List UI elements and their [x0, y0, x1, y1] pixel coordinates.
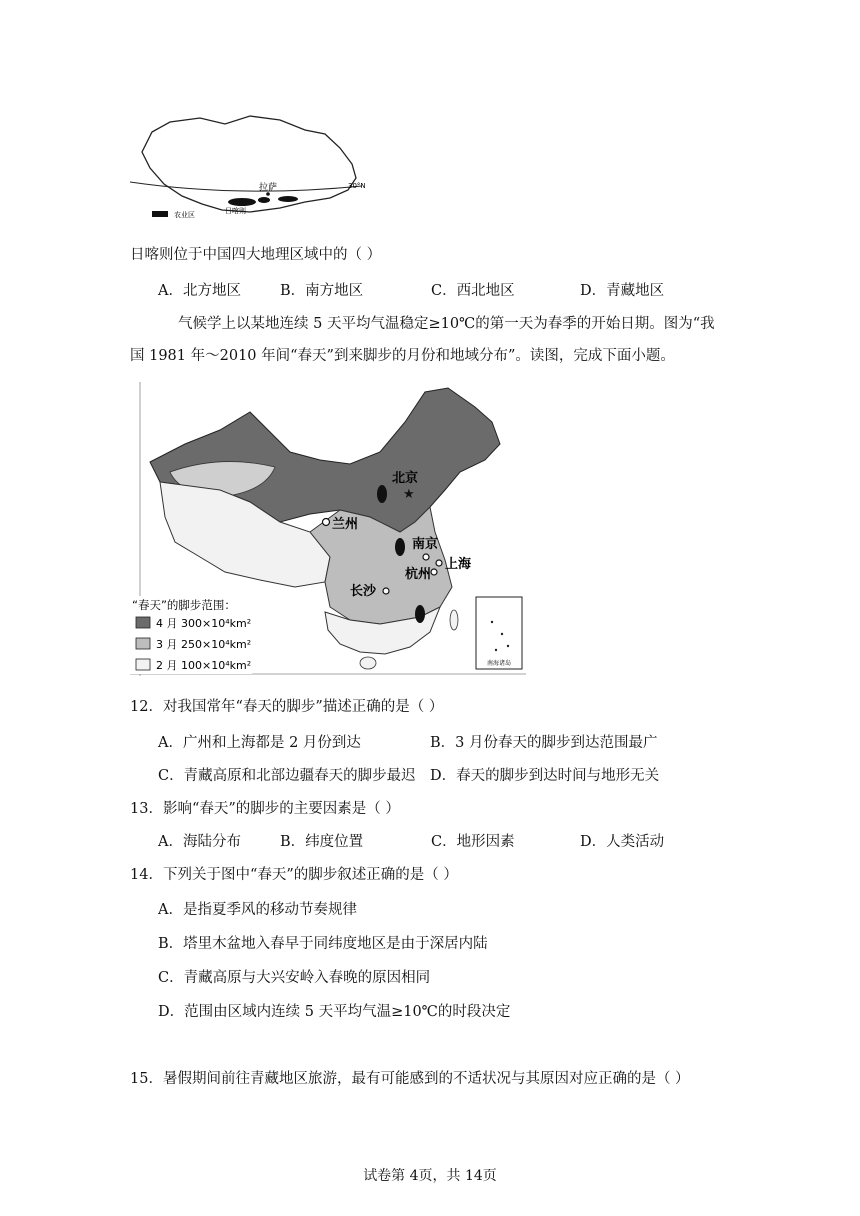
legend-item-march: 3 月 250×10⁴km² — [156, 638, 252, 651]
q11-option-d: D．青藏地区 — [580, 283, 665, 299]
tibet-outline — [142, 116, 356, 212]
q14-stem: 14．下列关于图中“春天”的脚步叙述正确的是（ ） — [130, 867, 458, 883]
legend-swatch-april — [136, 617, 150, 628]
taiwan-island — [450, 610, 458, 630]
city-beijing-label: 北京 — [392, 471, 419, 486]
q11-option-a: A．北方地区 — [158, 283, 241, 299]
q11-option-b: B．南方地区 — [280, 283, 364, 299]
q12-stem: 12．对我国常年“春天的脚步”描述正确的是（ ） — [130, 699, 444, 715]
agri-area-2 — [258, 197, 270, 203]
shanghai-point — [436, 560, 442, 566]
lanzhou-point — [323, 519, 330, 526]
city-nanjing-label: 南京 — [412, 537, 439, 552]
q14-option-b: B．塔里木盆地入春早于同纬度地区是由于深居内陆 — [158, 936, 488, 952]
q12-option-b: B．3 月份春天的脚步到达范围最广 — [430, 735, 658, 751]
q13-option-d: D．人类活动 — [580, 834, 665, 850]
beijing-star-icon: ★ — [403, 487, 415, 502]
q14-option-d: D．范围由区域内连续 5 天平均气温≥10℃的时段决定 — [158, 1004, 511, 1020]
agri-area-3 — [278, 196, 298, 202]
legend-swatch-march — [136, 638, 150, 649]
q13-option-b: B．纬度位置 — [280, 834, 364, 850]
china-spring-map — [130, 382, 526, 676]
q14-option-c: C．青藏高原与大兴安岭入春晚的原因相同 — [158, 970, 431, 986]
legend-agri-swatch — [152, 211, 168, 217]
legend-item-february: 2 月 100×10⁴km² — [156, 659, 252, 672]
footprint-south-icon — [415, 605, 425, 623]
city-changsha-label: 长沙 — [350, 584, 377, 599]
nanjing-point — [423, 554, 429, 560]
changsha-point — [383, 588, 389, 594]
q14-option-a: A．是指夏季风的移动节奏规律 — [158, 902, 357, 918]
legend-item-april: 4 月 300×10⁴km² — [156, 617, 252, 630]
q11-option-c: C．西北地区 — [431, 283, 515, 299]
legend-title: “春天”的脚步范围： — [132, 598, 236, 612]
city-shanghai-label: 上海 — [445, 557, 472, 572]
q12-option-d: D．春天的脚步到达时间与地形无关 — [430, 768, 660, 784]
city-hangzhou-label: 杭州 — [405, 567, 432, 582]
hainan-island — [360, 657, 376, 669]
page-footer: 试卷第 4页，共 14页 — [363, 1168, 497, 1184]
footprint-north-icon — [377, 485, 387, 503]
lhasa-label: 拉萨 — [259, 183, 278, 193]
legend-swatch-february — [136, 659, 150, 670]
q13-option-c: C．地形因素 — [431, 834, 515, 850]
q15-stem: 15．暑假期间前往青藏地区旅游，最有可能感到的不适状况与其原因对应正确的是（ ） — [130, 1071, 690, 1087]
china-spring-map-svg — [130, 382, 526, 676]
city-lanzhou-label: 兰州 — [332, 517, 359, 532]
rikaze-label: 日喀则 — [225, 207, 246, 215]
q12-option-a: A．广州和上海都是 2 月份到达 — [158, 735, 361, 751]
intro-line-1: 气候学上以某地连续 5 天平均气温稳定≥10℃的第一天为春季的开始日期。图为“我 — [178, 316, 715, 332]
q13-option-a: A．海陆分布 — [158, 834, 241, 850]
inset-label: 南海诸岛 — [487, 660, 512, 667]
q12-option-c: C．青藏高原和北部边疆春天的脚步最迟 — [158, 768, 416, 784]
latitude-label: 30°N — [348, 182, 366, 190]
footprint-central-icon — [395, 538, 405, 556]
intro-line-2: 国 1981 年～2010 年间“春天”到来脚步的月份和地域分布”。读图，完成下面小题。 — [130, 348, 675, 364]
hangzhou-point — [431, 569, 437, 575]
tibet-map — [130, 112, 370, 224]
tibet-map-svg — [130, 112, 370, 224]
south-sea-inset — [476, 597, 522, 669]
agri-area-1 — [228, 198, 256, 206]
legend-agri-label: 农业区 — [174, 211, 195, 219]
q13-stem: 13．影响“春天”的脚步的主要因素是（ ） — [130, 801, 400, 817]
q11-stem: 日喀则位于中国四大地理区域中的（ ） — [130, 247, 382, 263]
